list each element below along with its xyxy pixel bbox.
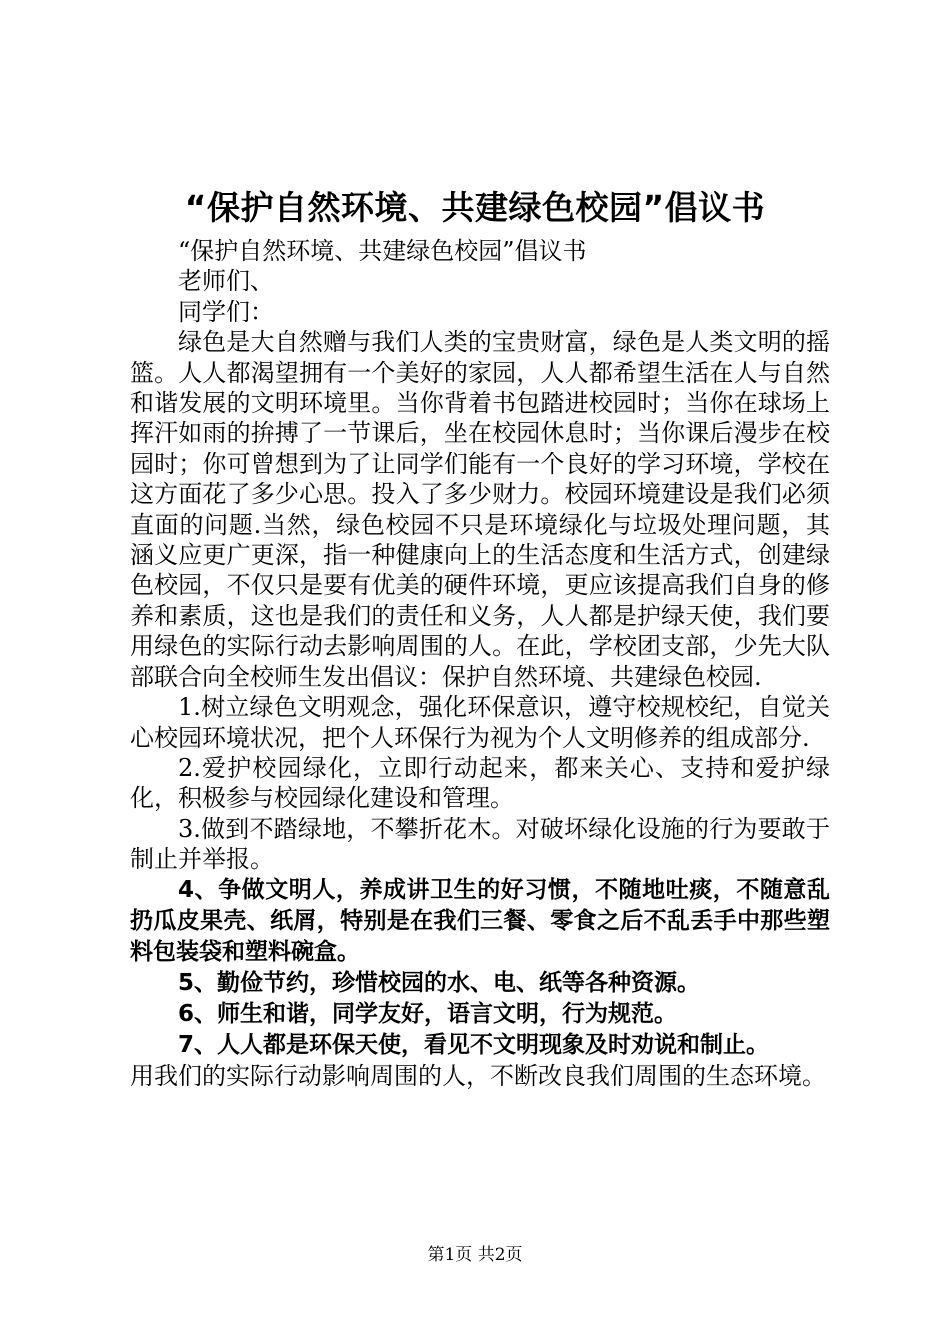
salutation-students: 同学们： (178, 297, 274, 326)
proposal-item-6: 6、师生和谐，同学友好，语言文明，行为规范。 (178, 1000, 678, 1027)
salutation-teachers: 老师们、 (178, 267, 274, 296)
proposal-item-5: 5、勤俭节约，珍惜校园的水、电、纸等各种资源。 (178, 969, 701, 996)
subtitle-line: “保护自然环境、共建绿色校园”倡议书 (178, 237, 587, 265)
proposal-item-1: 1.树立绿色文明观念，强化环保意识，遵守校规校纪，自觉关心校园环境状况，把个人环保行为视为个人文明修养的组成部分. (130, 693, 830, 752)
page-number-footer: 第1页 共2页 (427, 1245, 523, 1265)
document-body (130, 236, 830, 1091)
proposal-item-4: 4、争做文明人，养成讲卫生的好习惯，不随地吐痰，不随意乱扔瓜皮果壳、纸屑，特别是在我们三餐、零食之后不乱丢手中那些塑料包装袋和塑料碗盒。 (130, 876, 830, 965)
proposal-item-2: 2.爱护校园绿化，立即行动起来，都来关心、支持和爱护绿化，积极参与校园绿化建设和管理。 (130, 753, 830, 813)
proposal-item-3: 3.做到不踏绿地，不攀折花木。对破坏绿化设施的行为要敢于制止并举报。 (130, 814, 830, 874)
document-title: “保护自然环境、共建绿色校园”倡议书 (184, 188, 766, 227)
main-paragraph: 绿色是大自然赠与我们人类的宝贵财富，绿色是人类文明的摇篮。人人都渴望拥有一个美好的家园，人人都希望生活在人与自然和谐发展的文明环境里。当你背着书包踏进校园时；当你在球场上挥汗如雨的拚搏了一节课后，坐在校园休息时；当你课后漫步在校园时；你可曾想到为了让同学们能有一个良好的学习环境，学校在这方面花了多少心思。投入了多少财力。校园环境建设是我们必须直面的问题.当然，绿色校园不只是环境绿化与垃圾处理问题，其涵义应更广更深，指一种健康向上的生活态度和生活方式，创建绿色校园，不仅只是要有优美的硬件环境，更应该提高我们自身的修养和素质，这也是我们的责任和义务，人人都是护绿天使，我们要用绿色的实际行动去影响周围的人。在此，学校团支部，少先大队部联合向全校师生发出倡议：保护自然环境、共建绿色校园. (130, 328, 830, 691)
closing-paragraph: 用我们的实际行动影响周围的人，不断改良我们周围的生态环境。 (130, 1061, 826, 1090)
proposal-item-7: 7、人人都是环保天使，看见不文明现象及时劝说和制止。 (178, 1031, 770, 1058)
